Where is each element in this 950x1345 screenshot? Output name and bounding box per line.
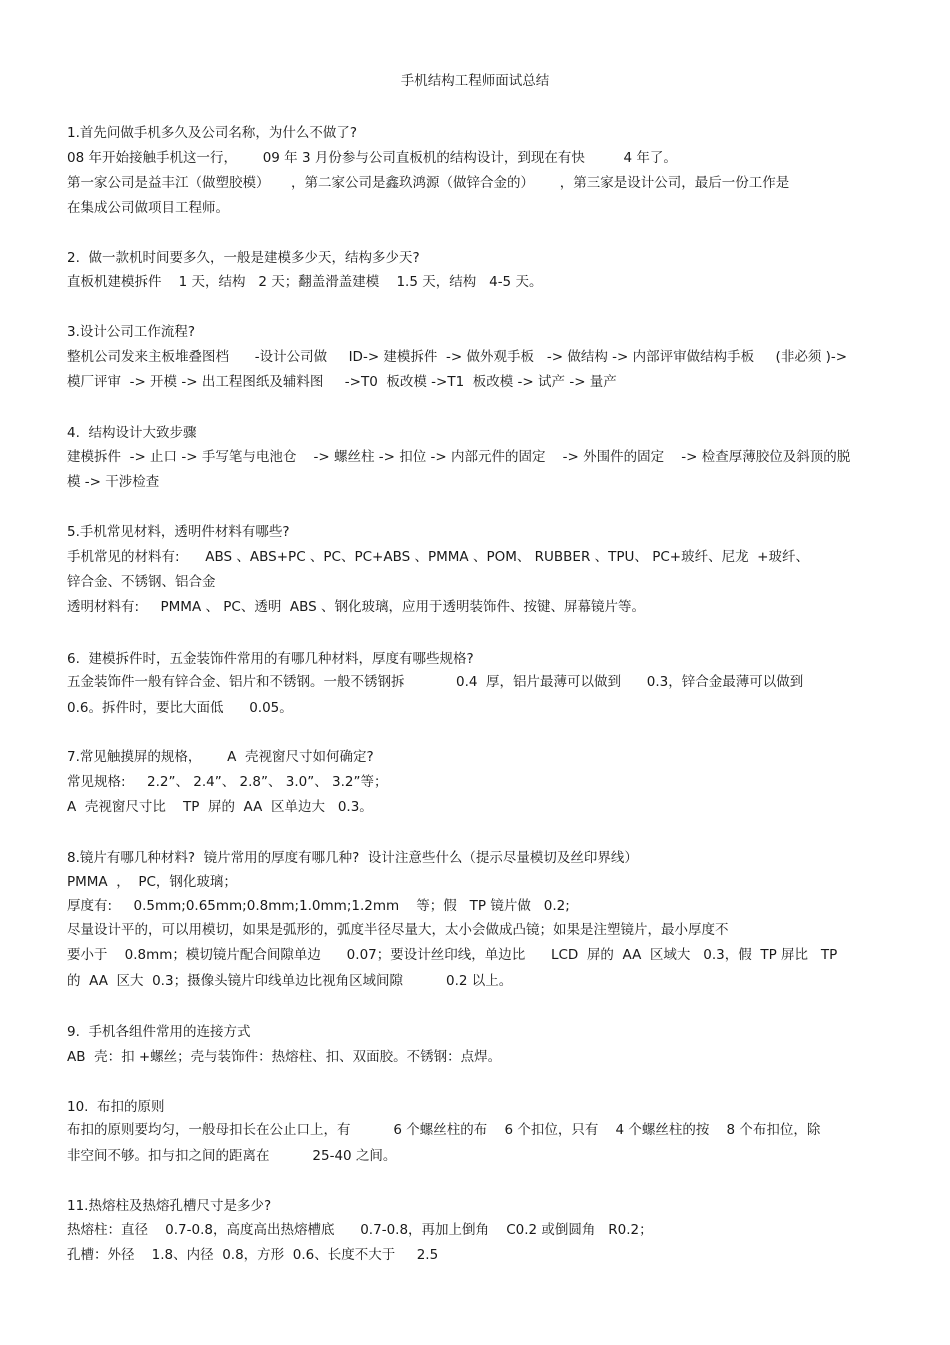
answer-1-line-3: 在集成公司做项目工程师。 <box>67 200 229 216</box>
question-9: 9. 手机各组件常用的连接方式 <box>67 1024 251 1040</box>
answer-10-line-1: 布扣的原则要均匀，一般母扣长在公止口上，有 6 个螺丝柱的布 6 个扣位，只有 4 个螺丝柱的按 8 个布扣位，除 <box>67 1122 821 1138</box>
answer-7-line-1: 常见规格: 2.2”、 2.4”、 2.8”、 3.0”、 3.2”等； <box>67 774 388 790</box>
answer-5-line-2: 锌合金、不锈钢、铝合金 <box>67 574 216 590</box>
answer-1-line-1: 08 年开始接触手机这一行， 09 年 3 月份参与公司直板机的结构设计，到现在有快 4 年了。 <box>67 150 677 166</box>
question-5: 5.手机常见材料，透明件材料有哪些? <box>67 524 290 540</box>
answer-2-line-1: 直板机建模拆件 1 天，结构 2 天；翻盖滑盖建模 1.5 天，结构 4-5 天。 <box>67 274 543 290</box>
answer-6-line-1: 五金装饰件一般有锌合金、铝片和不锈钢。一般不锈钢拆 0.4 厚，铝片最薄可以做到 0.3，锌合金最薄可以做到 <box>67 674 804 690</box>
question-6: 6. 建模拆件时，五金装饰件常用的有哪几种材料，厚度有哪些规格? <box>67 651 474 667</box>
question-3: 3.设计公司工作流程? <box>67 324 196 340</box>
answer-8-line-1: PMMA ， PC，钢化玻璃； <box>67 874 237 890</box>
answer-8-line-5: 的 AA 区大 0.3；摄像头镜片印线单边比视角区域间隙 0.2 以上。 <box>67 973 513 989</box>
answer-10-line-2: 非空间不够。扣与扣之间的距离在 25-40 之间。 <box>67 1148 397 1164</box>
answer-11-line-2: 孔槽：外径 1.8、内径 0.8，方形 0.6、长度不大于 2.5 <box>67 1247 439 1263</box>
answer-4-line-2: 模 -> 干涉检查 <box>67 474 160 490</box>
answer-8-line-2: 厚度有: 0.5mm;0.65mm;0.8mm;1.0mm;1.2mm 等；假 TP 镜片做 0.2; <box>67 898 570 914</box>
question-2: 2. 做一款机时间要多久，一般是建模多少天，结构多少天? <box>67 250 420 266</box>
answer-9-line-1: AB 壳：扣 +螺丝；壳与装饰件：热熔柱、扣、双面胶。不锈钢：点焊。 <box>67 1049 502 1065</box>
answer-3-line-1: 整机公司发来主板堆叠图档 -设计公司做 ID-> 建模拆件 -> 做外观手板 -> 做结构 -> 内部评审做结构手板 (非必须 )-> <box>67 349 848 365</box>
answer-3-line-2: 模厂评审 -> 开模 -> 出工程图纸及辅料图 ->T0 板改模 ->T1 板改模 -> 试产 -> 量产 <box>67 374 617 390</box>
answer-8-line-4: 要小于 0.8mm；模切镜片配合间隙单边 0.07；要设计丝印线，单边比 LCD 屏的 AA 区域大 0.3，假 TP 屏比 TP <box>67 947 838 963</box>
question-7: 7.常见触摸屏的规格， A 壳视窗尺寸如何确定? <box>67 749 374 765</box>
answer-6-line-2: 0.6。拆件时，要比大面低 0.05。 <box>67 700 293 716</box>
answer-8-line-3: 尽量设计平的，可以用模切，如果是弧形的，弧度半径尽量大，太小会做成凸镜；如果是注塑镜片，最小厚度不 <box>67 922 729 938</box>
question-11: 11.热熔柱及热熔孔槽尺寸是多少? <box>67 1198 272 1214</box>
question-10: 10. 布扣的原则 <box>67 1099 165 1115</box>
answer-7-line-2: A 壳视窗尺寸比 TP 屏的 AA 区单边大 0.3。 <box>67 799 373 815</box>
question-1: 1.首先问做手机多久及公司名称，为什么不做了? <box>67 125 358 141</box>
answer-11-line-1: 热熔柱：直径 0.7-0.8，高度高出热熔槽底 0.7-0.8，再加上倒角 C0.2 或倒圆角 R0.2； <box>67 1222 653 1238</box>
page-title: 手机结构工程师面试总结 <box>400 73 550 89</box>
question-8: 8.镜片有哪几种材料? 镜片常用的厚度有哪几种? 设计注意些什么（提示尽量模切及丝印界线） <box>67 850 638 866</box>
answer-1-line-2: 第一家公司是益丰江（做塑胶模） ，第二家公司是鑫玖鸿源（做锌合金的） ，第三家是设计公司，最后一份工作是 <box>67 175 790 191</box>
answer-4-line-1: 建模拆件 -> 止口 -> 手写笔与电池仓 -> 螺丝柱 -> 扣位 -> 内部元件的固定 -> 外围件的固定 -> 检查厚薄胶位及斜顶的脱 <box>67 449 851 465</box>
answer-5-line-3: 透明材料有: PMMA 、 PC、透明 ABS 、钢化玻璃，应用于透明装饰件、按键、屏幕镜片等。 <box>67 599 646 615</box>
answer-5-line-1: 手机常见的材料有: ABS 、ABS+PC 、PC、PC+ABS 、PMMA 、POM、 RUBBER 、TPU、 PC+玻纤、尼龙 +玻纤、 <box>67 549 809 565</box>
question-4: 4. 结构设计大致步骤 <box>67 425 197 441</box>
